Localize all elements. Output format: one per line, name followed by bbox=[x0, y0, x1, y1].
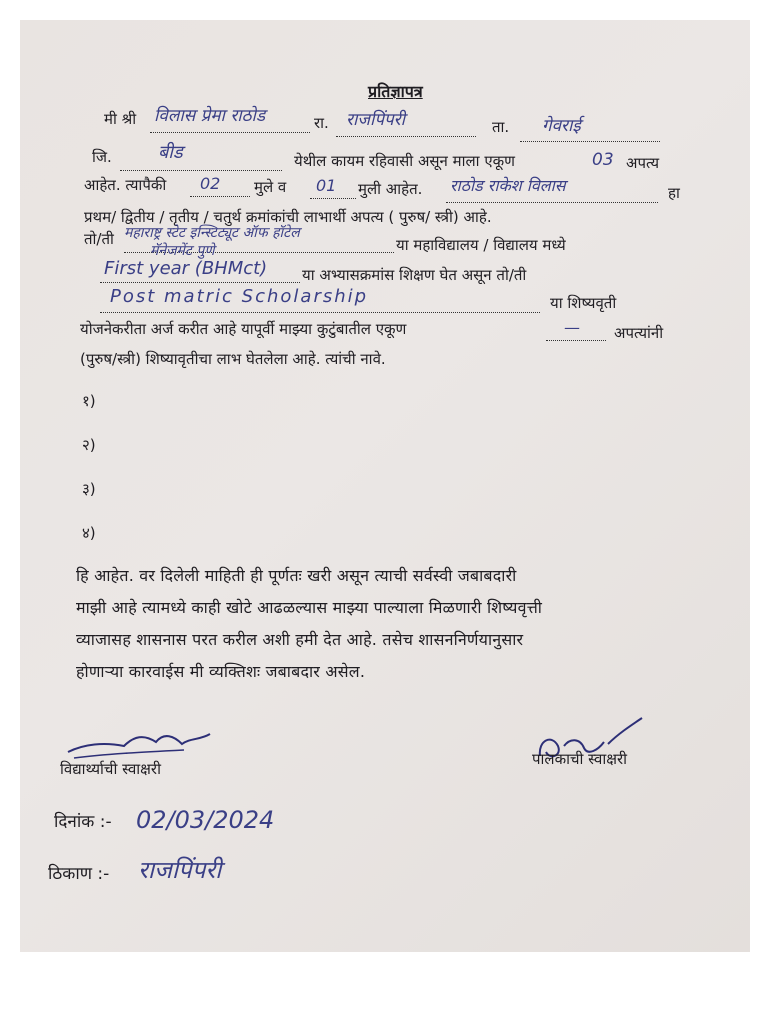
declaration-line-2: माझी आहे त्यामध्ये काही खोटे आढळल्यास माझ्या पाल्याला मिळणारी शिष्यवृत्ती bbox=[76, 598, 543, 617]
line6-course: First year (BHMct) bbox=[104, 258, 268, 279]
line2-district: बीड bbox=[158, 142, 183, 163]
line3-daughters-count: 01 bbox=[316, 176, 337, 195]
place-value: राजपिंपरी bbox=[138, 856, 222, 884]
line8-apatyanni: अपत्यांनी bbox=[614, 324, 664, 342]
line2-blank-district bbox=[120, 170, 282, 171]
line1-taluka: गेवराई bbox=[542, 116, 581, 136]
line1-village: राजपिंपरी bbox=[346, 110, 406, 130]
parent-signature-label: पालकाची स्वाक्षरी bbox=[532, 750, 627, 768]
place-label: ठिकाण :- bbox=[48, 864, 110, 884]
line5-toti: तो/ती bbox=[84, 230, 114, 248]
line2-children-count: 03 bbox=[592, 150, 614, 170]
line2-text: येथील कायम रहिवासी असून माला एकूण bbox=[294, 152, 515, 170]
line3-blank-daughters bbox=[310, 198, 356, 199]
line1-prefix: मी श्री bbox=[104, 110, 137, 128]
line7-text: या शिष्यवृती bbox=[550, 294, 617, 312]
line6-blank-course bbox=[100, 282, 300, 283]
line8-blank-count bbox=[546, 340, 606, 341]
line8-text: योजनेकरीता अर्ज करीत आहे यापूर्वी माझ्या कुटुंबातील एकूण bbox=[80, 320, 407, 338]
line4-text: प्रथम/ द्वितीय / तृतीय / चतुर्थ क्रमांकांची लाभार्थी अपत्य ( पुरुष/ स्त्री) आहे. bbox=[84, 208, 492, 226]
student-signature-label: विद्यार्थ्याची स्वाक्षरी bbox=[60, 760, 161, 778]
list-item-4: ४) bbox=[82, 524, 96, 542]
line5-college-2: मॅनेजमेंट पुणे bbox=[150, 243, 215, 259]
line3-ha: हा bbox=[668, 184, 680, 202]
line3-blank-sons bbox=[190, 196, 250, 197]
line3-sons-count: 02 bbox=[200, 174, 221, 193]
list-item-2: २) bbox=[82, 436, 96, 454]
line2-ji: जि. bbox=[92, 148, 112, 166]
declaration-line-1: हि आहेत. वर दिलेली माहिती ही पूर्णतः खरी असून त्याची सर्वस्वी जबाबदारी bbox=[76, 566, 517, 585]
line1-blank-taluka bbox=[520, 141, 660, 142]
line3-beneficiary-name: राठोड राकेश विलास bbox=[450, 176, 566, 195]
line1-ra: रा. bbox=[314, 114, 329, 132]
line1-blank-village bbox=[336, 136, 476, 137]
line8-previous-count: — bbox=[564, 318, 580, 337]
date-label: दिनांक :- bbox=[54, 812, 112, 832]
line3-text: आहेत. त्यापैकी bbox=[84, 176, 167, 194]
list-item-3: ३) bbox=[82, 480, 96, 498]
line1-blank-name bbox=[150, 132, 310, 133]
line1-name: विलास प्रेमा राठोड bbox=[154, 106, 266, 126]
line6-text: या अभ्यासक्रमांस शिक्षण घेत असून तो/ती bbox=[302, 266, 527, 284]
affidavit-page bbox=[20, 20, 750, 952]
line2-apatya: अपत्य bbox=[626, 154, 660, 172]
declaration-line-4: होणाऱ्या कारवाईस मी व्यक्तिशः जबाबदार असेल. bbox=[76, 662, 366, 681]
line1-ta: ता. bbox=[492, 118, 510, 136]
date-value: 02/03/2024 bbox=[136, 806, 275, 834]
line7-blank-scholarship bbox=[100, 312, 540, 313]
line3-blank-beneficiary bbox=[446, 202, 658, 203]
line3-muli: मुली आहेत. bbox=[358, 180, 423, 198]
list-item-1: १) bbox=[82, 392, 96, 410]
line9-text: (पुरुष/स्त्री) शिष्यावृतीचा लाभ घेतलेला आहे. त्यांची नावे. bbox=[80, 350, 386, 368]
declaration-line-3: व्याजासह शासनास परत करील अशी हमी देत आहे. तसेच शासननिर्णयानुसार bbox=[76, 630, 524, 649]
page-title: प्रतिज्ञापत्र bbox=[368, 82, 423, 101]
line3-mule-va: मुले व bbox=[254, 178, 287, 196]
line5-college-1: महाराष्ट्र स्टेट इन्स्टिट्यूट ऑफ हॉटेल bbox=[124, 225, 300, 241]
line5-text: या महाविद्यालय / विद्यालय मध्ये bbox=[396, 236, 566, 254]
line7-scholarship: Post matric Scholarship bbox=[110, 286, 369, 307]
